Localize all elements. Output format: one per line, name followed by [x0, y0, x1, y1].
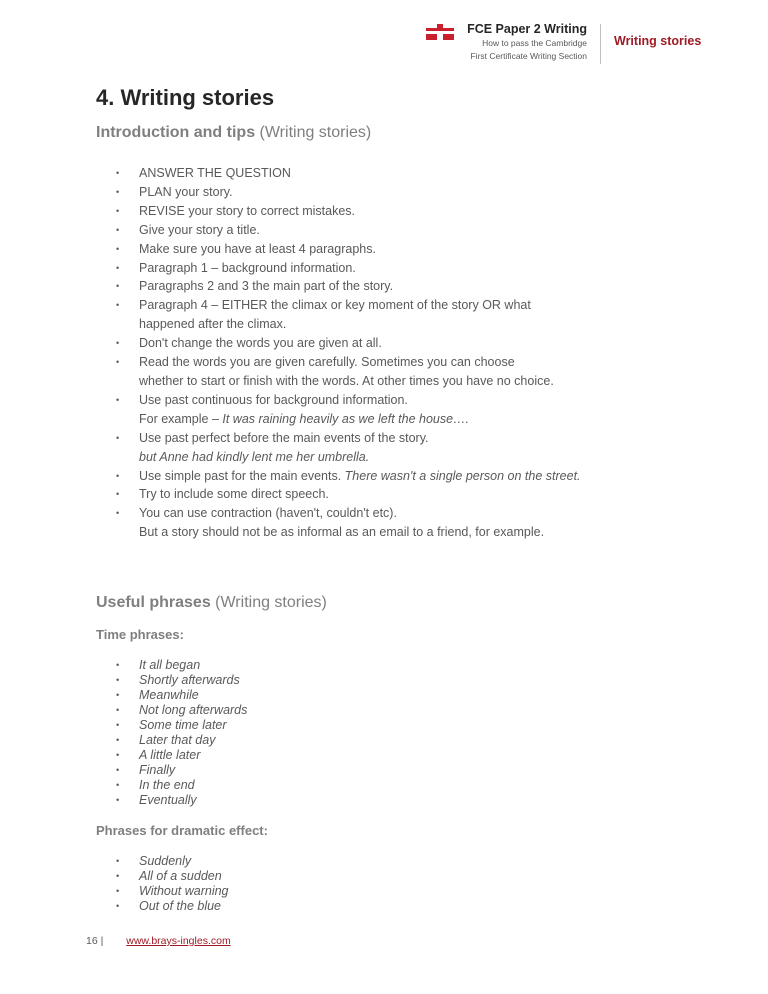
tip-example-prefix: For example – [139, 411, 223, 426]
tip-text: Paragraphs 2 and 3 the main part of the story. [139, 279, 394, 294]
dramatic-phrases-heading: Phrases for dramatic effect: [96, 823, 268, 839]
time-phrases-list [96, 658, 696, 808]
page-content [96, 84, 696, 914]
tip-text: Don't change the words you are given at all. [139, 336, 382, 351]
intro-heading [96, 123, 696, 143]
useful-heading-rest: (Writing stories) [210, 594, 327, 612]
time-phrase-item: • Shortly afterwards [96, 673, 696, 688]
england-flag-icon [426, 24, 454, 40]
tip-continuation: happened after the climax. [139, 317, 287, 332]
tip-item [96, 164, 696, 183]
page-title: 4. Writing stories [96, 85, 275, 110]
tip-example: It was raining heavily as we left the house…. [222, 411, 470, 426]
tip-item [96, 277, 696, 296]
useful-heading-bold: Useful phrases [96, 594, 211, 612]
page-number: 16 | [86, 935, 104, 947]
dramatic-phrase-item: • All of a sudden [96, 869, 696, 884]
tip-item [96, 202, 696, 221]
tip-text: Use past perfect before the main events of the story. [139, 430, 429, 445]
time-phrases-heading: Time phrases: [96, 627, 184, 643]
tip-item [96, 183, 696, 202]
time-phrase-item: • In the end [96, 778, 696, 793]
header-subtitle-1: How to pass the Cambridge [482, 38, 587, 48]
tip-text: Paragraph 1 – background information. [139, 260, 356, 275]
tip-continuation: But a story should not be as informal as an email to a friend, for example. [139, 525, 545, 540]
tip-text: Make sure you have at least 4 paragraphs. [139, 241, 376, 256]
tip-text: PLAN your story. [139, 184, 233, 199]
tip-example: There wasn't a single person on the street. [344, 468, 581, 483]
tip-item [96, 240, 696, 259]
time-phrase-item: • Some time later [96, 718, 696, 733]
header-subtitle-2: First Certificate Writing Section [470, 51, 587, 61]
header-divider [600, 24, 601, 64]
tip-text: Give your story a title. [139, 222, 260, 237]
tip-example-line [139, 448, 696, 467]
tip-item [96, 467, 696, 486]
tip-item [96, 391, 696, 429]
tip-text: Use past continuous for background information. [139, 392, 408, 407]
tip-continuation: whether to start or finish with the words. At other times you have no choice. [139, 373, 554, 388]
tip-item [96, 259, 696, 278]
tip-item [96, 334, 696, 353]
header-text [467, 22, 587, 63]
tip-item [96, 353, 696, 391]
time-phrase-item: • Meanwhile [96, 688, 696, 703]
tip-item [96, 221, 696, 240]
tip-text: Paragraph 4 – EITHER the climax or key moment of the story OR what [139, 298, 531, 313]
tip-item [96, 485, 696, 504]
tip-text: REVISE your story to correct mistakes. [139, 203, 356, 218]
intro-heading-rest: (Writing stories) [255, 124, 372, 141]
useful-heading [96, 593, 696, 613]
time-phrase-item: • Later that day [96, 733, 696, 748]
header-section-title: Writing stories [614, 34, 702, 48]
tip-item [96, 504, 696, 542]
time-phrase-item: • Finally [96, 763, 696, 778]
dramatic-phrase-item: • Out of the blue [96, 899, 696, 914]
tip-text: Use simple past for the main events. [139, 468, 345, 483]
dramatic-phrase-item: • Without warning [96, 884, 696, 899]
tip-example: but Anne had kindly lent me her umbrella. [139, 449, 370, 464]
tip-text: You can use contraction (haven't, couldn't etc). [139, 506, 397, 521]
time-phrase-item: • It all began [96, 658, 696, 673]
tip-text: Read the words you are given carefully. Sometimes you can choose [139, 355, 515, 370]
intro-heading-bold: Introduction and tips [96, 124, 256, 141]
dramatic-phrase-item: • Suddenly [96, 854, 696, 869]
tip-text: Try to include some direct speech. [139, 487, 329, 502]
time-phrase-item: • Eventually [96, 793, 696, 808]
dramatic-phrases-list [96, 854, 696, 914]
page-header [0, 20, 768, 66]
tip-item [96, 296, 696, 334]
tips-list [96, 164, 696, 542]
tip-item [96, 429, 696, 467]
page-footer [86, 935, 231, 947]
time-phrase-item: • A little later [96, 748, 696, 763]
tip-example-line [139, 410, 696, 429]
tip-text: ANSWER THE QUESTION [139, 166, 291, 180]
website-link[interactable]: www.brays-ingles.com [126, 935, 231, 947]
time-phrase-item: • Not long afterwards [96, 703, 696, 718]
header-title: FCE Paper 2 Writing [467, 22, 587, 36]
